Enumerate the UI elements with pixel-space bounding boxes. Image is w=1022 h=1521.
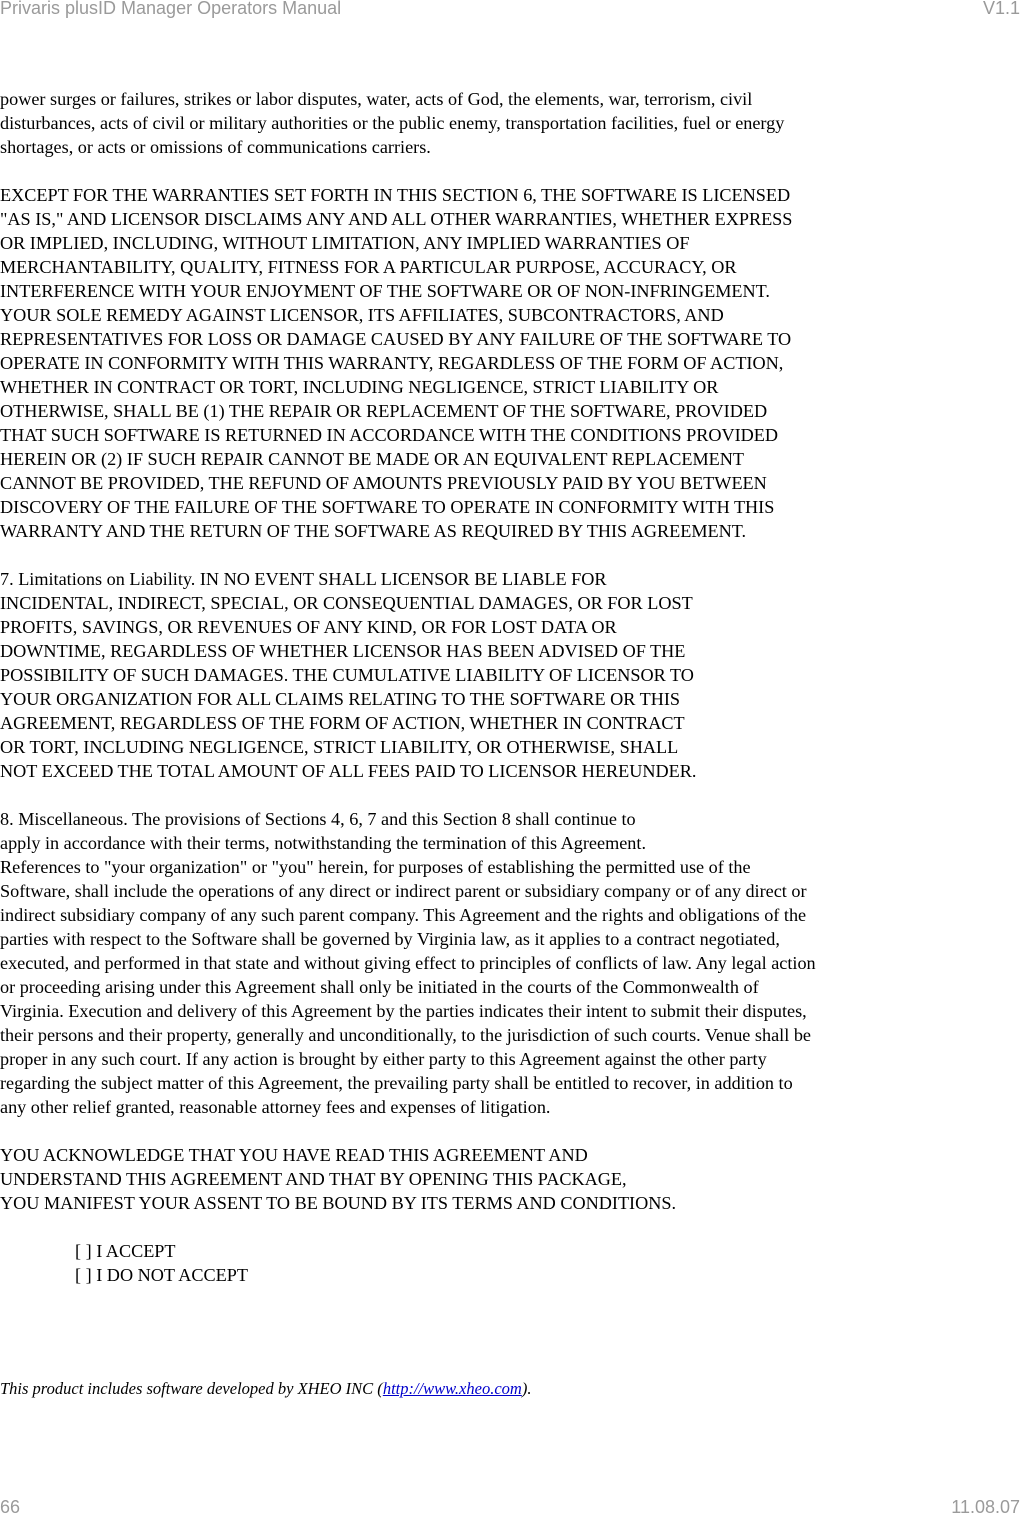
paragraph-limitations-on-liability: [0, 567, 1015, 783]
text-line: INCIDENTAL, INDIRECT, SPECIAL, OR CONSEQUENTIAL DAMAGES, OR FOR LOST: [0, 593, 693, 613]
text-line: NOT EXCEED THE TOTAL AMOUNT OF ALL FEES PAID TO LICENSOR HEREUNDER.: [0, 761, 697, 781]
text-line: OTHERWISE, SHALL BE (1) THE REPAIR OR REPLACEMENT OF THE SOFTWARE, PROVIDED: [0, 401, 768, 421]
text-line: WARRANTY AND THE RETURN OF THE SOFTWARE AS REQUIRED BY THIS AGREEMENT.: [0, 521, 747, 541]
text-line: AGREEMENT, REGARDLESS OF THE FORM OF ACTION, WHETHER IN CONTRACT: [0, 713, 685, 733]
text-line: indirect subsidiary company of any such parent company. This Agreement and the rights and obligations of the: [0, 905, 807, 925]
text-line: REPRESENTATIVES FOR LOSS OR DAMAGE CAUSED BY ANY FAILURE OF THE SOFTWARE TO: [0, 329, 792, 349]
text-line: MERCHANTABILITY, QUALITY, FITNESS FOR A PARTICULAR PURPOSE, ACCURACY, OR: [0, 257, 737, 277]
text-line: YOU ACKNOWLEDGE THAT YOU HAVE READ THIS AGREEMENT AND: [0, 1145, 588, 1165]
document-title: Privaris plusID Manager Operators Manual: [0, 0, 342, 18]
text-line: regarding the subject matter of this Agreement, the prevailing party shall be entitled to recover, in addition to: [0, 1073, 793, 1093]
text-line: executed, and performed in that state and without giving effect to principles of conflicts of law. Any legal action: [0, 953, 816, 973]
paragraph-miscellaneous: [0, 807, 1015, 1119]
text-line: Software, shall include the operations of any direct or indirect parent or subsidiary company or of any direct or: [0, 881, 807, 901]
text-line: OR TORT, INCLUDING NEGLIGENCE, STRICT LIABILITY, OR OTHERWISE, SHALL: [0, 737, 679, 757]
paragraph-warranty-disclaimer: [0, 183, 1015, 543]
text-line: CANNOT BE PROVIDED, THE REFUND OF AMOUNTS PREVIOUSLY PAID BY YOU BETWEEN: [0, 473, 767, 493]
text-line: DOWNTIME, REGARDLESS OF WHETHER LICENSOR HAS BEEN ADVISED OF THE: [0, 641, 686, 661]
document-version: V1.1: [982, 0, 1020, 18]
paragraph-acknowledgement: [0, 1143, 1015, 1215]
text-line: WHETHER IN CONTRACT OR TORT, INCLUDING NEGLIGENCE, STRICT LIABILITY OR: [0, 377, 719, 397]
text-line: INTERFERENCE WITH YOUR ENJOYMENT OF THE SOFTWARE OR OF NON-INFRINGEMENT.: [0, 281, 770, 301]
text-line: POSSIBILITY OF SUCH DAMAGES. THE CUMULATIVE LIABILITY OF LICENSOR TO: [0, 665, 694, 685]
text-line: HEREIN OR (2) IF SUCH REPAIR CANNOT BE MADE OR AN EQUIVALENT REPLACEMENT: [0, 449, 745, 469]
text-line: parties with respect to the Software shall be governed by Virginia law, as it applies to a contract negotiated,: [0, 929, 780, 949]
text-line: 8. Miscellaneous. The provisions of Sections 4, 6, 7 and this Section 8 shall continue to: [0, 809, 636, 829]
text-line: any other relief granted, reasonable attorney fees and expenses of litigation.: [0, 1097, 551, 1117]
credit-text: This product includes software developed by XHEO INC (: [0, 1379, 383, 1398]
page-number: 66: [0, 1497, 21, 1517]
text-line: DISCOVERY OF THE FAILURE OF THE SOFTWARE TO OPERATE IN CONFORMITY WITH THIS: [0, 497, 775, 517]
text-line: YOU MANIFEST YOUR ASSENT TO BE BOUND BY ITS TERMS AND CONDITIONS.: [0, 1193, 677, 1213]
text-line: YOUR ORGANIZATION FOR ALL CLAIMS RELATING TO THE SOFTWARE OR THIS: [0, 689, 681, 709]
text-line: disturbances, acts of civil or military authorities or the public enemy, transportation facilities, fuel or energy: [0, 113, 785, 133]
xheo-credit-note: [0, 1379, 531, 1399]
text-line: Virginia. Execution and delivery of this Agreement by the parties indicates their intent to submit their disputes,: [0, 1001, 807, 1021]
acceptance-options: [75, 1239, 1015, 1287]
text-line: proper in any such court. If any action is brought by either party to this Agreement against the other party: [0, 1049, 767, 1069]
decline-option: [ ] I DO NOT ACCEPT: [75, 1265, 248, 1285]
credit-text-end: ).: [521, 1379, 532, 1398]
text-line: OPERATE IN CONFORMITY WITH THIS WARRANTY, REGARDLESS OF THE FORM OF ACTION,: [0, 353, 784, 373]
text-line: UNDERSTAND THIS AGREEMENT AND THAT BY OPENING THIS PACKAGE,: [0, 1169, 627, 1189]
text-line: apply in accordance with their terms, notwithstanding the termination of this Agreement.: [0, 833, 646, 853]
text-line: YOUR SOLE REMEDY AGAINST LICENSOR, ITS AFFILIATES, SUBCONTRACTORS, AND: [0, 305, 724, 325]
text-line: EXCEPT FOR THE WARRANTIES SET FORTH IN THIS SECTION 6, THE SOFTWARE IS LICENSED: [0, 185, 791, 205]
text-line: THAT SUCH SOFTWARE IS RETURNED IN ACCORDANCE WITH THE CONDITIONS PROVIDED: [0, 425, 779, 445]
text-line: PROFITS, SAVINGS, OR REVENUES OF ANY KIND, OR FOR LOST DATA OR: [0, 617, 617, 637]
text-line: power surges or failures, strikes or labor disputes, water, acts of God, the elements, war, terrorism, civil: [0, 89, 753, 109]
text-line: their persons and their property, generally and unconditionally, to the jurisdiction of such courts. Venue shall be: [0, 1025, 811, 1045]
text-line: or proceeding arising under this Agreement shall only be initiated in the courts of the Commonwealth of: [0, 977, 759, 997]
text-line: 7. Limitations on Liability. IN NO EVENT SHALL LICENSOR BE LIABLE FOR: [0, 569, 607, 589]
footer-date: 11.08.07: [951, 1497, 1020, 1517]
paragraph-force-majeure: [0, 87, 1015, 159]
text-line: shortages, or acts or omissions of communications carriers.: [0, 137, 431, 157]
document-body: [0, 87, 1015, 1311]
text-line: References to "your organization" or "you" herein, for purposes of establishing the permitted use of the: [0, 857, 751, 877]
xheo-link[interactable]: http://www.xheo.com: [382, 1379, 522, 1398]
accept-option: [ ] I ACCEPT: [75, 1241, 176, 1261]
text-line: OR IMPLIED, INCLUDING, WITHOUT LIMITATION, ANY IMPLIED WARRANTIES OF: [0, 233, 690, 253]
text-line: "AS IS," AND LICENSOR DISCLAIMS ANY AND ALL OTHER WARRANTIES, WHETHER EXPRESS: [0, 209, 793, 229]
